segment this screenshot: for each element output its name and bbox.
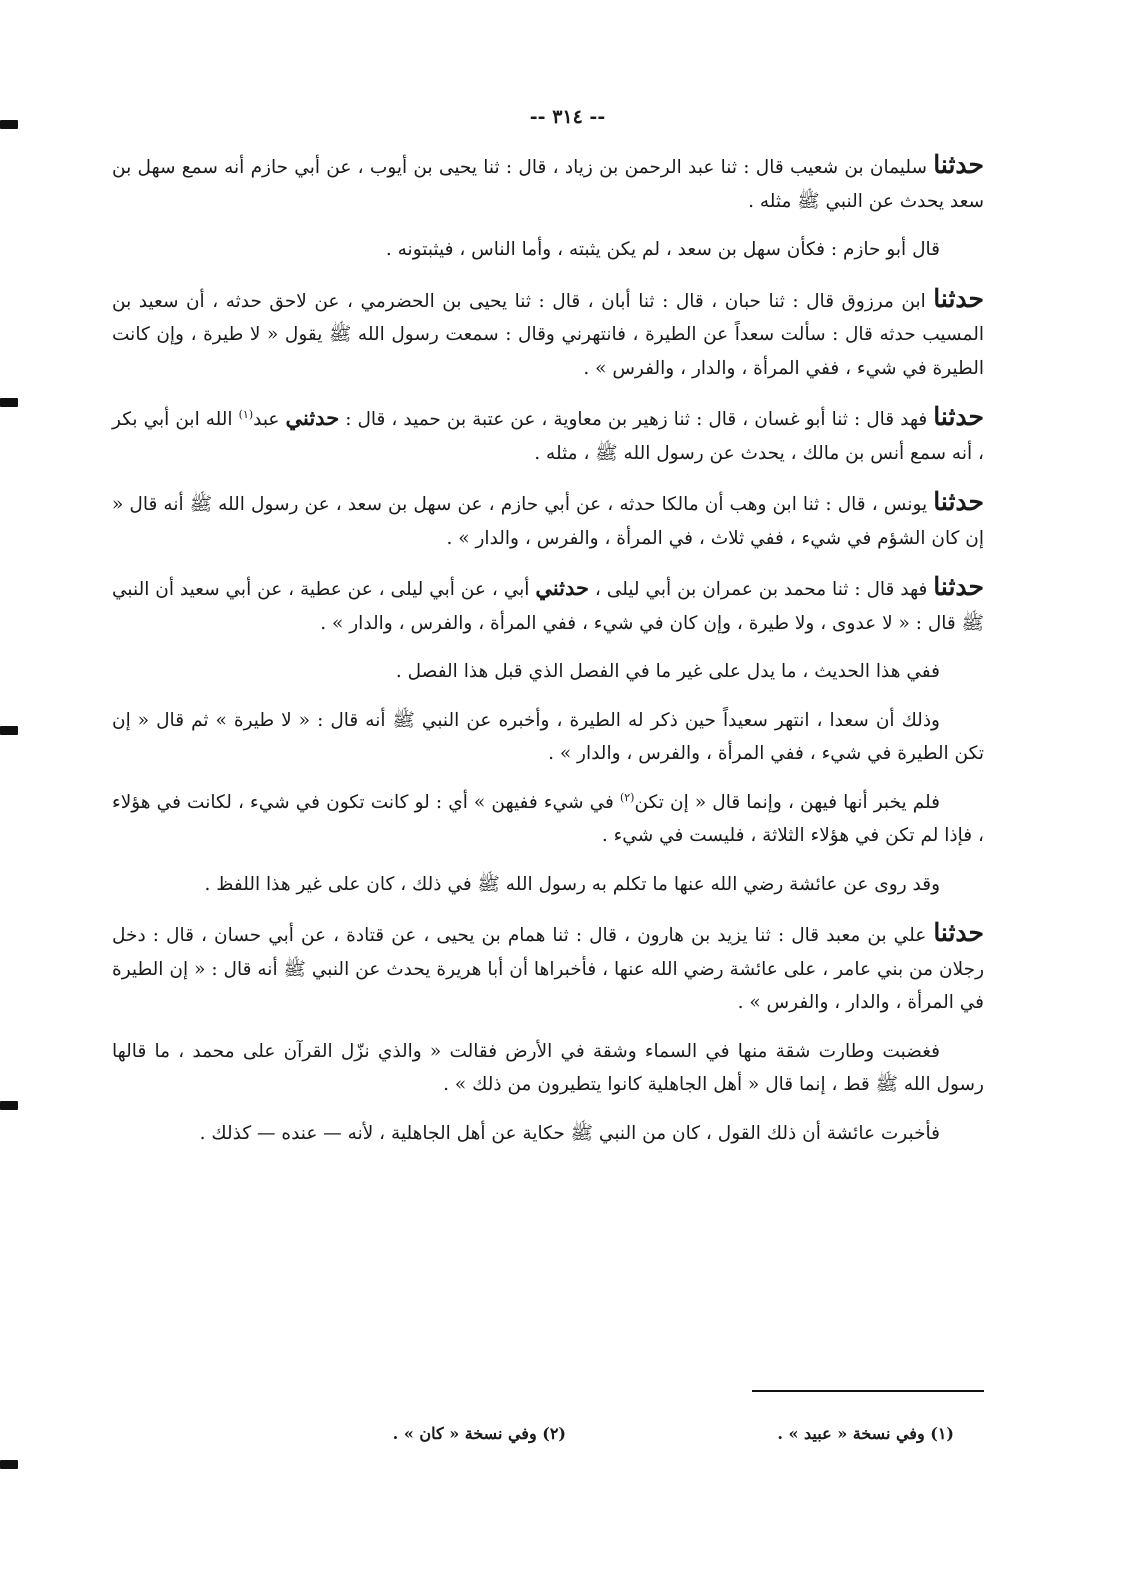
hadith-lead: حدثنا bbox=[933, 283, 984, 313]
paragraph bbox=[112, 868, 984, 902]
paragraph bbox=[112, 1117, 984, 1151]
hadith-lead: حدثنا bbox=[933, 918, 985, 947]
binding-mark bbox=[0, 1101, 18, 1110]
hadith-lead: حدثنا bbox=[933, 150, 984, 179]
footnote: (٢) وفي نسخة « كان » . bbox=[392, 1424, 566, 1443]
paragraph bbox=[112, 655, 984, 689]
paragraph-text: فغضبت وطارت شقة منها في السماء وشقة في الأرض فقالت « والذي نزّل القرآن على محمد ، ما قالها رسول الله ﷺ قط ، إنما قال « أهل الجاهلية كانوا يتطيرون من ذلك » . bbox=[112, 1040, 984, 1095]
binding-mark bbox=[0, 1460, 18, 1469]
paragraph bbox=[112, 148, 984, 218]
paragraph-text: ابن مرزوق قال : ثنا حبان ، قال : ثنا أبان ، قال : ثنا يحيى بن الحضرمي ، عن لاحق حدثه ، أن سعيد بن المسيب حدثه قال : سألت سعداً عن الطيرة ، فانتهرني وقال : سمعت رسول الله ﷺ يقول « لا طيرة ، وإن كانت الطيرة في شيء ، ففي المرأة ، والدار ، والفرس » . bbox=[112, 290, 984, 379]
paragraph bbox=[112, 916, 984, 1020]
hadith-lead: حدثنا bbox=[933, 487, 984, 516]
paragraph bbox=[112, 704, 984, 771]
paragraph-text: في شيء ففيهن » أي : لو كانت تكون في شيء ، لكانت في هؤلاء ، فإذا لم تكن في هؤلاء الثلاثة ، فليست في شيء . bbox=[112, 791, 984, 846]
paragraph bbox=[112, 485, 984, 555]
paragraph bbox=[112, 570, 984, 640]
paragraph-text: ففي هذا الحديث ، ما يدل على غير ما في الفصل الذي قبل هذا الفصل . bbox=[395, 661, 940, 682]
paragraph-text: فأخبرت عائشة أن ذلك القول ، كان من النبي ﷺ حكاية عن أهل الجاهلية ، لأنه — عنده — كذلك . bbox=[199, 1122, 940, 1144]
hadith-lead: حدثنا bbox=[933, 572, 984, 601]
paragraph-text: وذلك أن سعدا ، انتهر سعيداً حين ذكر له الطيرة ، وأخبره عن النبي ﷺ أنه قال : « لا طيرة » ثم قال « إن تكن الطيرة في شيء ، ففي المرأة ، والفرس ، والدار » . bbox=[112, 709, 984, 764]
paragraph-text: علي بن معبد قال : ثنا يزيد بن هارون ، قال : ثنا همام بن يحيى ، عن قتادة ، عن أبي حسان ، قال : دخل رجلان من بني عامر ، على عائشة رضي الله عنها ، فأخبراها أن أبا هريرة يحدث عن النبي ﷺ أنه قال : « إن الطيرة في المرأة ، والدار ، والفرس » . bbox=[112, 925, 984, 1013]
paragraph-text: أبي ، عن أبي ليلى ، عن عطية ، عن أبي سعيد أن النبي ﷺ قال : « لا عدوى ، ولا طيرة ، وإن كان في شيء ، ففي المرأة ، والفرس ، والدار » . bbox=[112, 579, 984, 634]
emphasized-word: حدثني bbox=[285, 405, 340, 430]
hadith-lead: حدثنا bbox=[933, 402, 984, 431]
binding-mark bbox=[0, 726, 18, 735]
footnote-divider bbox=[752, 1390, 984, 1392]
paragraph-text: عبد bbox=[253, 409, 280, 430]
body-text bbox=[112, 148, 984, 1165]
paragraph bbox=[112, 1035, 984, 1102]
footnote-marker: (٢) bbox=[619, 790, 635, 804]
footnotes bbox=[112, 1424, 954, 1454]
paragraph-text: الله ابن أبي بكر ، أنه سمع أنس بن مالك ، يحدث عن رسول الله ﷺ ، مثله . bbox=[112, 409, 984, 464]
paragraph bbox=[112, 786, 984, 853]
emphasized-word: حدثني bbox=[535, 575, 590, 600]
footnote: (١) وفي نسخة « عبيد » . bbox=[777, 1424, 954, 1443]
paragraph bbox=[112, 400, 984, 470]
paragraph bbox=[112, 282, 984, 386]
paragraph-text: سليمان بن شعيب قال : ثنا عبد الرحمن بن زياد ، قال : ثنا يحيى بن أيوب ، عن أبي حازم أنه سمع سهل بن سعد يحدث عن النبي ﷺ مثله . bbox=[112, 157, 984, 212]
page-number: -- ٣١٤ -- bbox=[529, 106, 606, 128]
footnote-marker: (١) bbox=[238, 407, 254, 421]
paragraph-text: فهد قال : ثنا أبو غسان ، قال : ثنا زهير بن معاوية ، عن عتبة بن حميد ، قال : bbox=[345, 409, 928, 430]
paragraph-text: وقد روى عن عائشة رضي الله عنها ما تكلم به رسول الله ﷺ في ذلك ، كان على غير هذا اللفظ . bbox=[204, 873, 940, 895]
binding-mark bbox=[0, 398, 18, 407]
paragraph-text: يونس ، قال : ثنا ابن وهب أن مالكا حدثه ، عن أبي حازم ، عن سهل بن سعد ، عن رسول الله ﷺ أنه قال « إن كان الشؤم في شيء ، ففي ثلاث ، في المرأة ، والفرس ، والدار » . bbox=[112, 494, 984, 549]
paragraph-text: قال أبو حازم : فكأن سهل بن سعد ، لم يكن يثبته ، وأما الناس ، فيثبتونه . bbox=[385, 239, 940, 260]
paragraph-text: فهد قال : ثنا محمد بن عمران بن أبي ليلى ، bbox=[594, 579, 928, 600]
paragraph-text: فلم يخبر أنها فيهن ، وإنما قال « إن تكن bbox=[634, 791, 940, 813]
paragraph bbox=[112, 233, 984, 267]
